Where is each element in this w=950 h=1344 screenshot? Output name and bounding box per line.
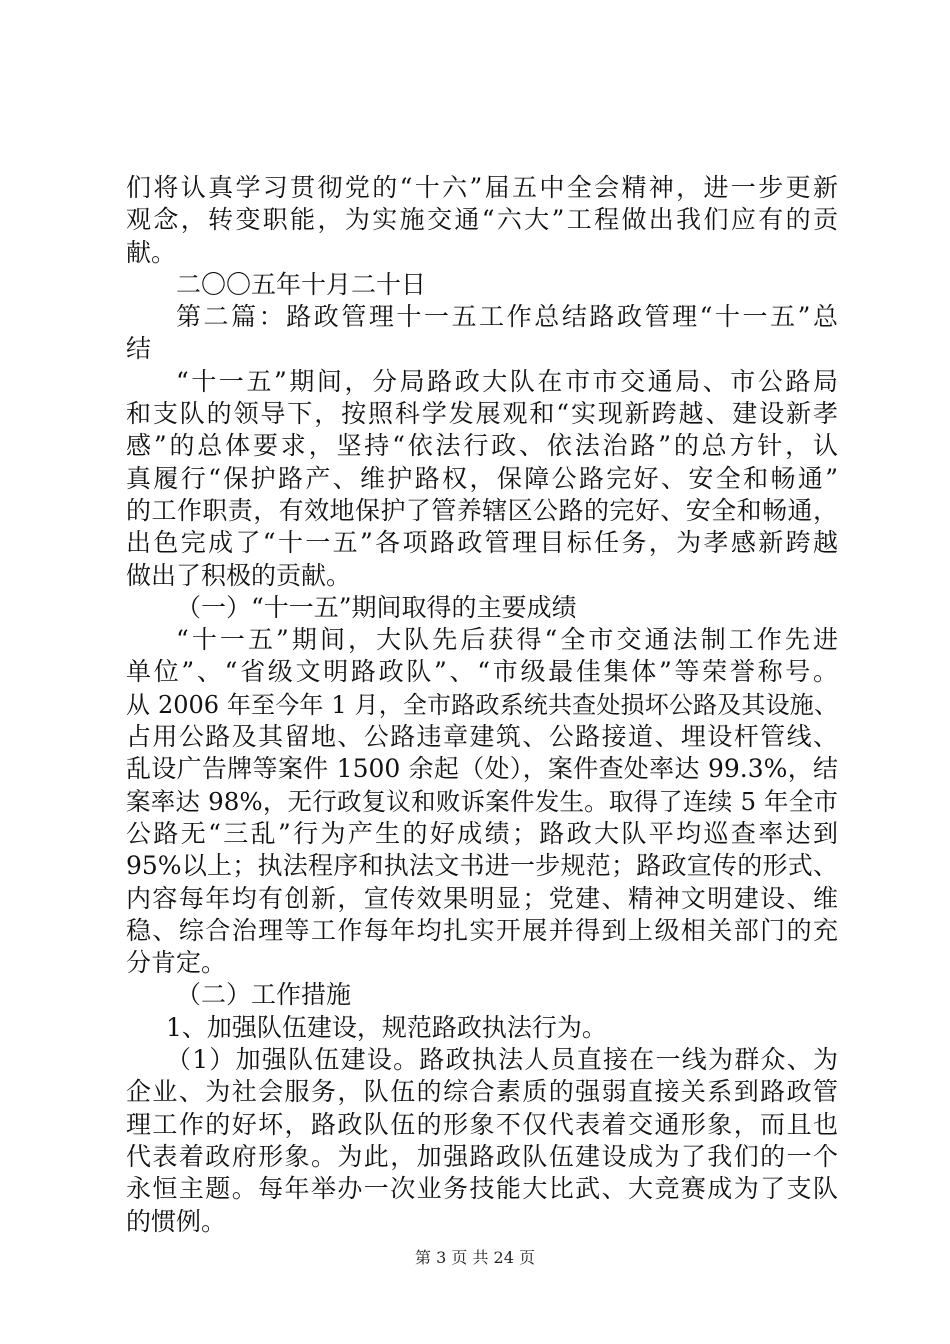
text-line: 代表着政府形象。为此，加强路政队伍建设成为了我们的一个 [126, 1141, 838, 1171]
text-line: 企业、为社会服务，队伍的综合素质的强弱直接关系到路政管 [126, 1077, 838, 1107]
text-line: 的工作职责，有效地保护了管养辖区公路的完好、安全和畅通， [126, 495, 838, 525]
text-line: “十一五”期间，分局路政大队在市市交通局、市公路局 [176, 366, 838, 396]
text-line: 分肯定。 [126, 948, 227, 978]
text-line: 案率达 98%，无行政复议和败诉案件发生。取得了连续 5 年全市 [126, 786, 838, 816]
text-line: 的惯例。 [126, 1206, 227, 1236]
text-line: 理工作的好坏，路政队伍的形象不仅代表着交通形象，而且也 [126, 1109, 838, 1139]
text-line: 1、加强队伍建设，规范路政执法行为。 [166, 1012, 607, 1042]
text-line: 占用公路及其留地、公路违章建筑、公路接道、埋设杆管线、 [126, 722, 838, 752]
text-line: 献。 [126, 237, 177, 267]
text-line: 95%以上；执法程序和执法文书进一步规范；路政宣传的形式、 [126, 851, 838, 881]
text-line: 真履行“保护路产、维护路权，保障公路完好、安全和畅通” [126, 463, 838, 493]
page-footer: 第 3 页 共 24 页 [415, 1248, 535, 1267]
text-line: “十一五”期间，大队先后获得“全市交通法制工作先进 [176, 625, 838, 655]
text-line: 稳、综合治理等工作每年均扎实开展并得到上级相关部门的充 [126, 915, 838, 945]
text-line: 永恒主题。每年举办一次业务技能大比武、大竞赛成为了支队 [126, 1174, 838, 1204]
document-body [126, 172, 838, 1238]
text-line: 结 [126, 334, 152, 364]
text-line: 内容每年均有创新，宣传效果明显；党建、精神文明建设、维 [126, 883, 838, 913]
text-line: （一）“十一五”期间取得的主要成绩 [176, 592, 577, 622]
text-line: 出色完成了“十一五”各项路政管理目标任务，为孝感新跨越 [126, 528, 838, 558]
text-line: 感”的总体要求，坚持“依法行政、依法治路”的总方针，认 [126, 431, 838, 461]
text-line: 乱设广告牌等案件 1500 余起（处），案件查处率达 99.3%，结 [126, 754, 838, 784]
text-line: 二〇〇五年十月二十日 [176, 269, 427, 299]
text-line: 观念，转变职能，为实施交通“六大”工程做出我们应有的贡 [126, 205, 838, 235]
text-line: 单位”、“省级文明路政队”、“市级最佳集体”等荣誉称号。 [126, 657, 838, 687]
text-line: （二）工作措施 [176, 980, 352, 1010]
text-line: 从 2006 年至今年 1 月，全市路政系统共查处损坏公路及其设施、 [126, 690, 838, 719]
text-line: 和支队的领导下，按照科学发展观和“实现新跨越、建设新孝 [126, 399, 838, 429]
text-line: 公路无“三乱”行为产生的好成绩；路政大队平均巡查率达到 [126, 818, 838, 848]
text-line: 做出了积极的贡献。 [126, 560, 352, 590]
text-line: 们将认真学习贯彻党的“十六”届五中全会精神，进一步更新 [126, 173, 838, 202]
text-line: 第二篇：路政管理十一五工作总结路政管理“十一五”总 [176, 302, 838, 332]
text-line: （1）加强队伍建设。路政执法人员直接在一线为群众、为 [166, 1045, 838, 1075]
